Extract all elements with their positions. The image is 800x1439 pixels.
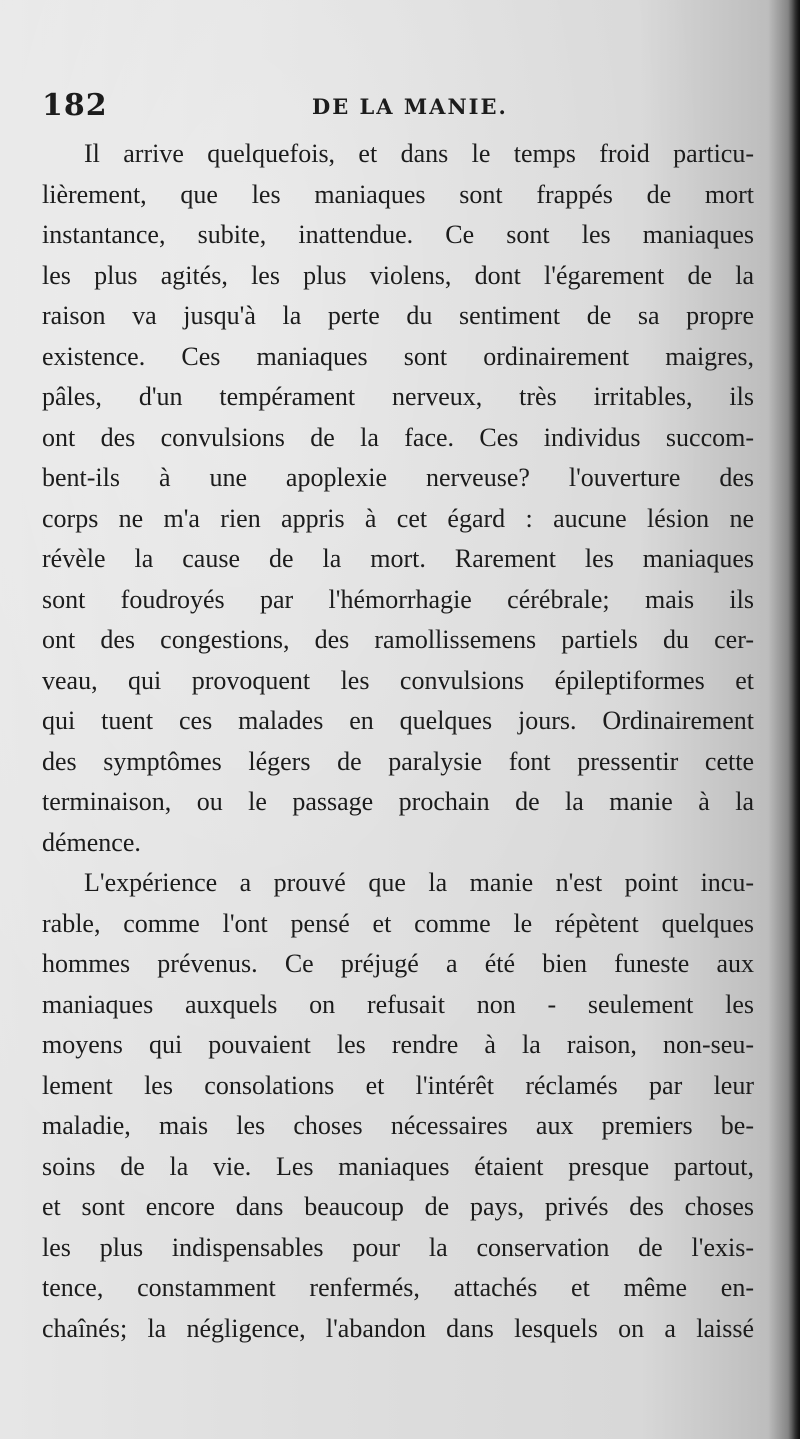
- text-line: L'expérience a prouvé que la manie n'est point incu-: [84, 868, 754, 897]
- text-line: maladie, mais les choses nécessaires aux premiers be-: [42, 1111, 754, 1140]
- page-edge-shadow: [788, 0, 800, 1439]
- text-line: Il arrive quelquefois, et dans le temps froid particu-: [84, 139, 754, 168]
- text-line: existence. Ces maniaques sont ordinairement maigres,: [42, 341, 754, 371]
- text-line: des symptômes légers de paralysie font pressentir cette: [42, 746, 754, 776]
- text-line: les plus indispensables pour la conservation de l'exis-: [42, 1232, 754, 1262]
- text-line: les plus agités, les plus violens, dont l'égarement de la: [42, 260, 754, 290]
- text-line: soins de la vie. Les maniaques étaient presque partout,: [42, 1151, 754, 1181]
- paragraph: [42, 134, 754, 863]
- body-text: [42, 134, 754, 1349]
- text-line: lièrement, que les maniaques sont frappés de mort: [42, 179, 754, 209]
- text-line: bent-ils à une apoplexie nerveuse? l'ouverture des: [42, 463, 754, 492]
- text-line: raison va jusqu'à la perte du sentiment de sa propre: [42, 301, 754, 330]
- text-line: hommes prévenus. Ce préjugé a été bien funeste aux: [42, 949, 754, 978]
- text-line: démence.: [42, 827, 141, 857]
- text-line: sont foudroyés par l'hémorrhagie cérébrale; mais ils: [42, 584, 754, 614]
- text-line: et sont encore dans beaucoup de pays, privés des choses: [42, 1192, 754, 1221]
- text-line: chaînés; la négligence, l'abandon dans lesquels on a laissé: [42, 1313, 754, 1343]
- text-line: instantance, subite, inattendue. Ce sont les maniaques: [42, 220, 754, 249]
- running-head: DE LA MANIE.: [312, 94, 508, 119]
- text-line: ont des congestions, des ramollissemens partiels du cer-: [42, 625, 754, 654]
- text-line: révèle la cause de la mort. Rarement les maniaques: [42, 544, 754, 573]
- page-number: 182: [42, 88, 108, 123]
- text-line: moyens qui pouvaient les rendre à la raison, non-seu-: [42, 1030, 754, 1059]
- text-line: lement les consolations et l'intérêt réclamés par leur: [42, 1070, 754, 1100]
- text-line: terminaison, ou le passage prochain de la manie à la: [42, 787, 754, 816]
- page-header: [42, 88, 752, 128]
- text-line: tence, constamment renfermés, attachés et même en-: [42, 1273, 754, 1302]
- text-line: rable, comme l'ont pensé et comme le répètent quelques: [42, 908, 754, 938]
- text-line: veau, qui provoquent les convulsions épileptiformes et: [42, 665, 754, 695]
- text-line: qui tuent ces malades en quelques jours. Ordinairement: [42, 706, 754, 735]
- paragraph: [42, 863, 754, 1349]
- text-line: corps ne m'a rien appris à cet égard : aucune lésion ne: [42, 503, 754, 533]
- text-line: pâles, d'un tempérament nerveux, très irritables, ils: [42, 382, 754, 411]
- text-line: maniaques auxquels on refusait non - seulement les: [42, 989, 754, 1019]
- text-line: ont des convulsions de la face. Ces individus succom-: [42, 422, 754, 452]
